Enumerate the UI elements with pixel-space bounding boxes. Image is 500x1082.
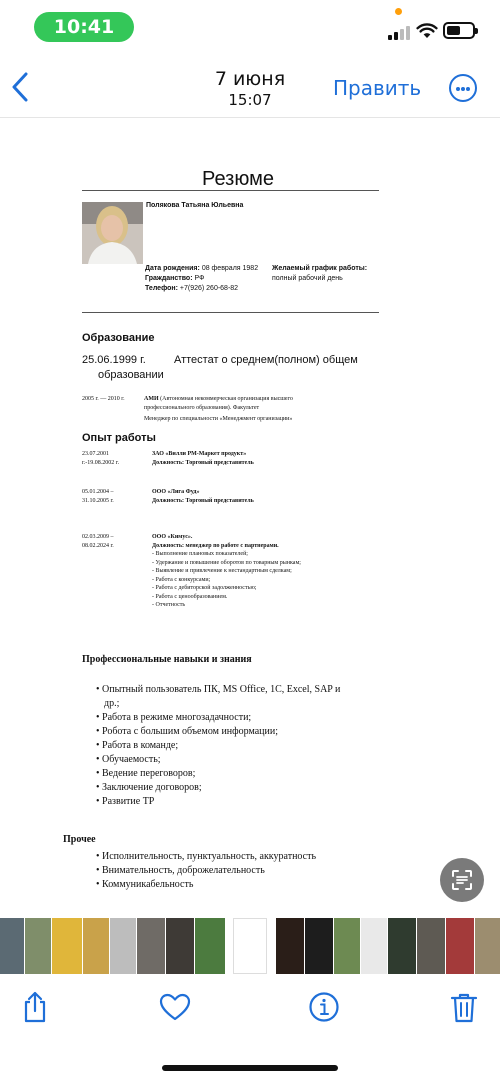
job-3-details: ООО «Кимус». Должность: менеджер по работе с партнерами. - Выполнение плановых показателей; - Удержание и повышение оборотов по товарным рынкам; - Выявление и привлечение к нестандартным сделкам; - Работа с конкурсами; - Работа с дебиторской задолженностью; - Работа с ценообразованием. - Отчетность: [152, 534, 301, 608]
thumbnail[interactable]: [83, 918, 109, 974]
job-duty: - Выполнение плановых показателей;: [152, 551, 248, 557]
other-heading: Прочее: [63, 834, 96, 845]
home-indicator[interactable]: [162, 1065, 338, 1071]
status-time[interactable]: 10:41: [34, 12, 134, 42]
citizenship: Гражданство: РФ: [145, 275, 205, 282]
heart-icon[interactable]: [158, 990, 192, 1024]
thumbnail-current[interactable]: [233, 918, 267, 974]
thumbnail-strip[interactable]: [0, 918, 500, 974]
privacy-indicator-dot: [395, 8, 402, 15]
thumbnail[interactable]: [475, 918, 500, 974]
skill-item: • Ведение переговоров;: [96, 768, 196, 779]
experience-heading: Опыт работы: [82, 432, 156, 444]
thumbnail[interactable]: [0, 918, 24, 974]
other-item: • Внимательность, доброжелательность: [96, 865, 265, 876]
wifi-icon: [416, 22, 438, 39]
skill-item: • Обучаемость;: [96, 754, 161, 765]
info-icon[interactable]: [307, 990, 341, 1024]
thumbnail[interactable]: [195, 918, 225, 974]
photo-time: 15:07: [228, 91, 272, 109]
education-main-text-2: образовании: [98, 369, 164, 381]
thumbnail[interactable]: [166, 918, 194, 974]
thumbnail[interactable]: [334, 918, 360, 974]
education-main-text: Аттестат о среднем(полном) общем: [174, 354, 358, 366]
thumbnail[interactable]: [137, 918, 165, 974]
skills-heading: Профессиональные навыки и знания: [82, 654, 252, 665]
thumbnail[interactable]: [25, 918, 51, 974]
thumbnail[interactable]: [446, 918, 474, 974]
job-duty: - Отчетность: [152, 602, 186, 608]
title-divider: [82, 190, 379, 191]
thumbnail[interactable]: [276, 918, 304, 974]
thumbnail[interactable]: [417, 918, 445, 974]
live-text-icon[interactable]: [440, 858, 484, 902]
photo-date: 7 июня: [214, 68, 286, 90]
job-1-dates: 23.07.2001 г.-19.08.2002 г.: [82, 451, 120, 466]
skill-item: • Робота с большим объемом информации;: [96, 726, 279, 737]
education2-dates: 2005 г. — 2010 г.: [82, 396, 125, 402]
skill-item: • Работа в команде;: [96, 740, 179, 751]
skill-item: • Заключение договоров;: [96, 782, 202, 793]
thumbnail[interactable]: [361, 918, 387, 974]
phone: Телефон: +7(926) 260-68-82: [145, 285, 239, 292]
schedule-label: Желаемый график работы:: [272, 265, 368, 272]
skill-item: др.;: [104, 698, 120, 709]
battery-icon: [443, 22, 475, 39]
resume-title: Резюме: [202, 168, 274, 190]
job-2-details: ООО «Лига Фуд» Должность: Торговый представитель: [152, 489, 254, 504]
portrait-photo: [82, 202, 143, 264]
cellular-signal-icon: [388, 24, 412, 40]
thumbnail[interactable]: [52, 918, 82, 974]
share-icon[interactable]: [18, 990, 52, 1024]
job-duty: - Работа с ценообразованием.: [152, 593, 228, 600]
education-heading: Образование: [82, 332, 155, 344]
ellipsis-circle-icon[interactable]: [449, 74, 477, 102]
education2-details: АМИ (Автономная некоммерческая организация высшего профессионального образования). Факультет Менеджер по специальности «Менеджмент организации»: [144, 396, 293, 422]
trash-icon[interactable]: [447, 990, 481, 1024]
job-1-details: ЗАО «Вилли РМ-Маркет продукт» Должность: Торговый представитель: [152, 451, 254, 466]
schedule-value: полный рабочий день: [272, 275, 343, 282]
resume-document-photo[interactable]: [0, 118, 500, 918]
status-bar: [0, 0, 500, 56]
job-duty: - Работа с конкурсами;: [152, 576, 211, 583]
thumbnail[interactable]: [388, 918, 416, 974]
skill-item: • Развитие ТР: [96, 796, 155, 807]
birth-date: Дата рождения: 08 февраля 1982: [145, 265, 259, 272]
education-main-date: 25.06.1999 г.: [82, 354, 146, 366]
full-name: Полякова Татьяна Юльевна: [146, 202, 244, 209]
thumbnail[interactable]: [305, 918, 333, 974]
job-duty: - Работа с дебиторской задолженностью;: [152, 585, 257, 591]
other-item: • Исполнительность, пунктуальность, аккуратность: [96, 851, 317, 862]
section-divider: [82, 312, 379, 313]
job-duty: - Удержание и повышение оборотов по товарным рынкам;: [152, 559, 301, 566]
navigation-bar: [0, 56, 500, 118]
other-item: • Коммуникабельность: [96, 879, 194, 890]
job-3-dates: 02.03.2009 – 08.02.2024 г.: [82, 534, 114, 549]
thumbnail[interactable]: [110, 918, 136, 974]
job-2-dates: 05.01.2004 – 31.10.2005 г.: [82, 489, 114, 504]
skill-item: • Опытный пользователь ПК, MS Office, 1C, Excel, SAP и: [96, 684, 341, 695]
skill-item: • Работа в режиме многозадачности;: [96, 712, 252, 723]
job-duty: - Выявление и привлечение к нестандартным сделкам;: [152, 568, 292, 574]
edit-button[interactable]: Править: [333, 76, 422, 100]
